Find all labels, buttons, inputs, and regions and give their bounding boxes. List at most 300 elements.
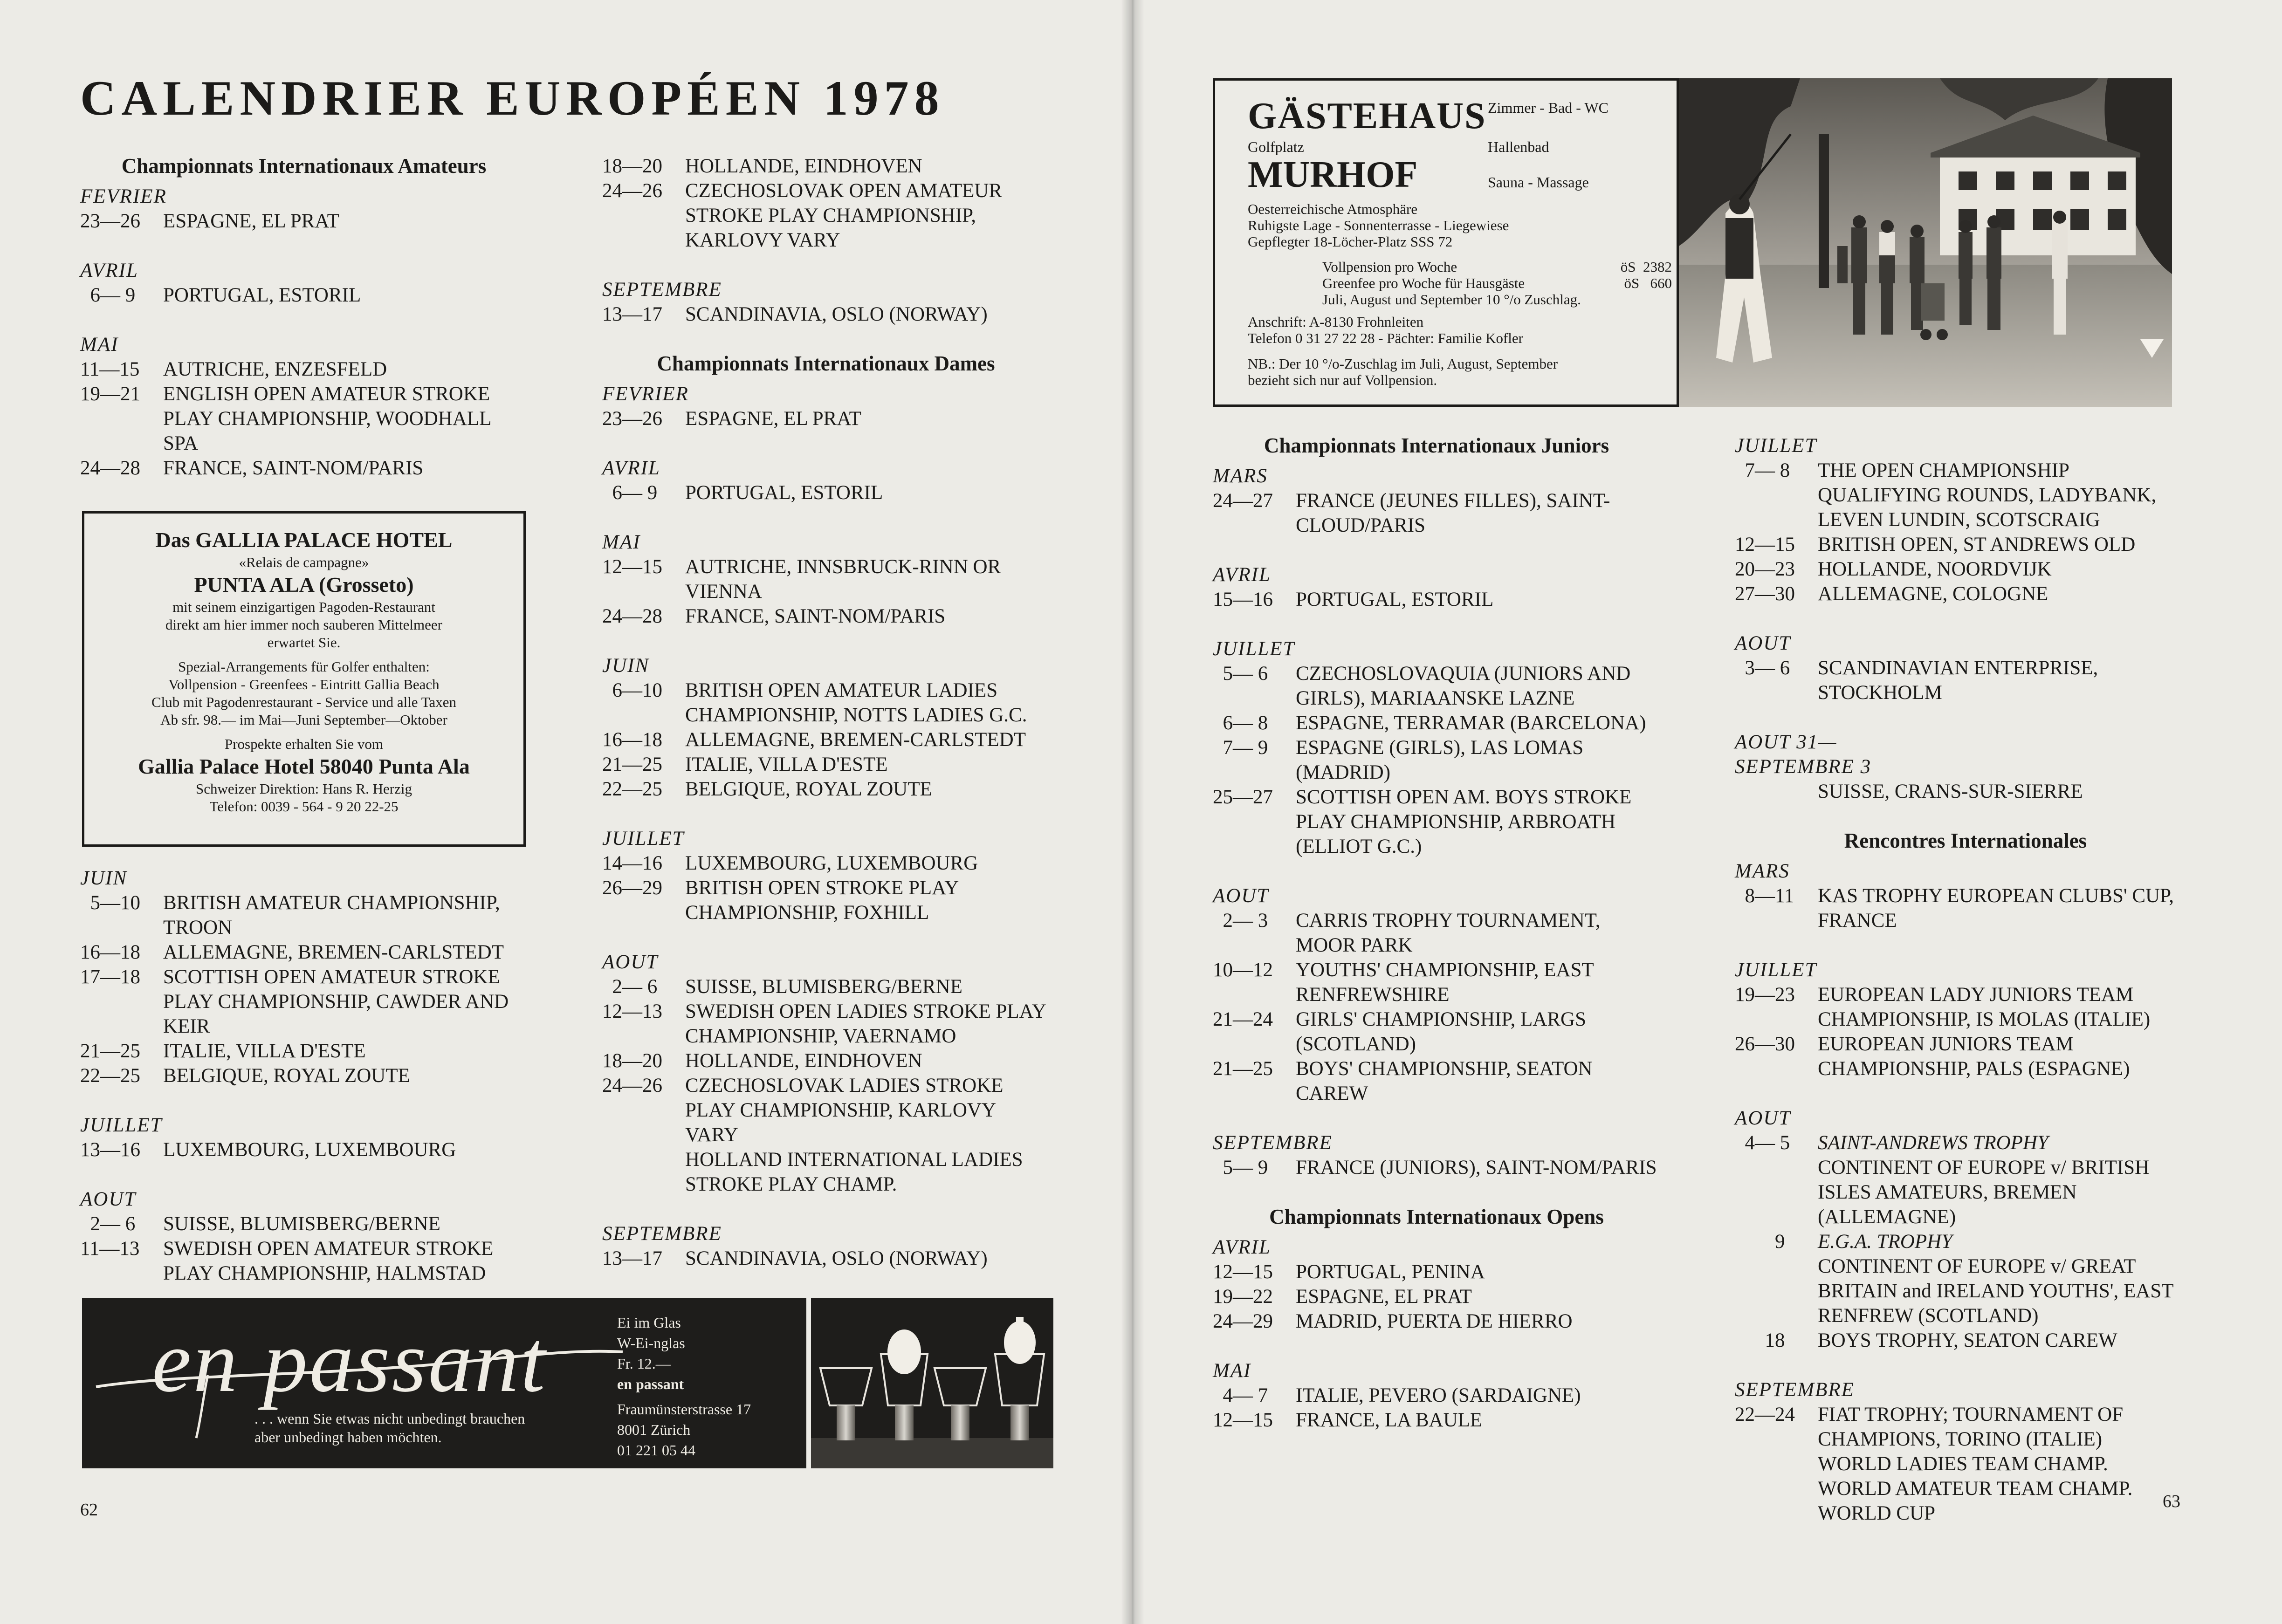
entry-event: PORTUGAL, ESTORIL <box>685 482 883 504</box>
entry-dates: 3— 6 <box>1735 657 1790 679</box>
ad-price: öS 660 <box>1624 275 1672 291</box>
calendar-list <box>1735 433 2196 804</box>
golf-scene-illustration <box>1679 78 2172 407</box>
entry-event: GIRLS' CHAMPIONSHIP, LARGS (SCOTLAND) <box>1296 1008 1586 1055</box>
entry-event: WORLD CUP <box>1818 1502 1936 1524</box>
calendar-entry <box>1213 1260 1660 1284</box>
ad-text: mit seinem einzigartigen Pagoden-Restaurant <box>172 599 435 615</box>
ad-description <box>1248 201 1509 250</box>
ad-text: 8001 Zürich <box>617 1421 691 1438</box>
entry-dates: 23—26 <box>602 408 662 430</box>
entry-event: ENGLISH OPEN AMATEUR STROKE PLAY CHAMPIONSHIP, WOODHALL SPA <box>163 383 491 454</box>
calendar-entry <box>80 382 528 456</box>
ad-text: Fraumünsterstrasse 17 <box>617 1401 751 1418</box>
month-label: AVRIL <box>80 260 138 281</box>
entry-event: ESPAGNE (GIRLS), LAS LOMAS (MADRID) <box>1296 737 1584 783</box>
calendar-entry <box>80 283 528 308</box>
ad-text: Ruhigste Lage - Sonnenterrasse - Liegewiese <box>1248 217 1509 233</box>
entry-event: FRANCE (JUNIORS), SAINT-NOM/PARIS <box>1296 1157 1657 1179</box>
month-label: MAI <box>1213 1360 1251 1382</box>
calendar-entry <box>80 940 528 965</box>
entry-dates: 4— 7 <box>1213 1384 1268 1406</box>
calendar-entry <box>80 965 528 1039</box>
entry-dates: 22—25 <box>602 778 662 800</box>
entry-dates: 16—18 <box>80 941 140 963</box>
entry-event: SWEDISH OPEN AMATEUR STROKE PLAY CHAMPIONSHIP, HALMSTAD <box>163 1238 494 1284</box>
entry-dates: 2— 6 <box>80 1213 136 1235</box>
entry-dates: 12—15 <box>1213 1409 1273 1431</box>
entry-dates: 23—26 <box>80 210 140 232</box>
book-gutter <box>1121 0 1144 1624</box>
calendar-entry <box>1213 661 1660 711</box>
calendar-entry <box>602 604 1050 629</box>
calendar-entry <box>602 480 1050 505</box>
calendar-entry <box>1213 1383 1660 1408</box>
ad-headline: Das GALLIA PALACE HOTEL <box>155 528 453 552</box>
calendar-entry <box>602 678 1050 727</box>
calendar-entry <box>1735 1402 2196 1452</box>
entry-event: ALLEMAGNE, BREMEN-CARLSTEDT <box>163 941 504 963</box>
entry-dates: 10—12 <box>1213 959 1273 981</box>
month-label: SEPTEMBRE <box>1735 1379 1855 1401</box>
golf-course-photo <box>1679 78 2172 407</box>
entry-dates: 24—28 <box>602 605 662 627</box>
entry-event: EUROPEAN LADY JUNIORS TEAM CHAMPIONSHIP, IS MOLAS (ITALIE) <box>1818 984 2151 1030</box>
entry-event: ALLEMAGNE, COLOGNE <box>1818 583 2048 605</box>
month-label: JUILLET <box>1213 638 1295 660</box>
calendar-entry <box>1213 908 1660 958</box>
ad-text: Prospekte erhalten Sie vom <box>224 736 384 752</box>
entry-event: SAINT-ANDREWS TROPHY <box>1818 1132 2048 1154</box>
entry-event: FRANCE, SAINT-NOM/PARIS <box>685 605 946 627</box>
entry-dates: 7— 8 <box>1735 459 1790 481</box>
calendar-entry <box>602 1073 1050 1147</box>
dames-column <box>602 154 1050 1271</box>
entry-event: PORTUGAL, ESTORIL <box>163 284 361 306</box>
month-label: SEPTEMBRE <box>602 279 722 301</box>
entry-event: LUXEMBOURG, LUXEMBOURG <box>163 1139 456 1161</box>
calendar-list <box>80 866 528 1286</box>
calendar-entry <box>602 851 1050 876</box>
entry-event: ESPAGNE, TERRAMAR (BARCELONA) <box>1296 712 1646 734</box>
calendar-entry <box>1735 557 2196 582</box>
entry-event: SUISSE, CRANS-SUR-SIERRE <box>1818 781 2083 802</box>
calendar-entry <box>602 752 1050 777</box>
month-label: JUILLET <box>1735 435 1817 457</box>
calendar-entry <box>1735 458 2196 532</box>
ad-product-info <box>617 1312 751 1460</box>
entry-dates: 19—23 <box>1735 984 1795 1006</box>
entry-event: LUXEMBOURG, LUXEMBOURG <box>685 852 978 874</box>
entry-event: ITALIE, VILLA D'ESTE <box>163 1040 366 1062</box>
calendar-entry <box>602 406 1050 431</box>
entry-dates: 11—15 <box>80 358 140 380</box>
ad-feature: Hallenbad <box>1488 138 1549 155</box>
ad-text: Gepflegter 18-Löcher-Platz SSS 72 <box>1248 233 1453 250</box>
entry-dates <box>1735 1254 1818 1328</box>
ad-text: Spezial-Arrangements für Golfer enthalten: <box>178 658 430 675</box>
calendar-entry <box>1213 785 1660 859</box>
ad-text: direkt am hier immer noch sauberen Mittelmeer <box>165 617 442 633</box>
entry-dates: 8—11 <box>1735 885 1794 907</box>
ad-text: Anschrift: A-8130 Frohnleiten <box>1248 314 1424 330</box>
entry-event: HOLLAND INTERNATIONAL LADIES STROKE PLAY CHAMP. <box>685 1149 1023 1195</box>
entry-dates: 12—13 <box>602 1000 662 1022</box>
entry-event: HOLLANDE, EINDHOVEN <box>685 1050 922 1072</box>
calendar-entry <box>1735 1131 2196 1155</box>
entry-event: ESPAGNE, EL PRAT <box>1296 1286 1472 1308</box>
calendar-entry <box>602 974 1050 999</box>
month-label: AOUT 31— <box>1735 731 1837 753</box>
gastehaus-murhof-ad <box>1213 78 1679 407</box>
entry-event: CZECHOSLOVAK LADIES STROKE PLAY CHAMPIONSHIP, KARLOVY VARY <box>685 1075 1004 1146</box>
section-heading: Championnats Internationaux Opens <box>1269 1205 1604 1228</box>
entry-event: WORLD LADIES TEAM CHAMP. <box>1818 1453 2108 1475</box>
calendar-entry <box>1735 1452 2196 1476</box>
ad-text: «Relais de campagne» <box>239 554 369 570</box>
ad-headline: PUNTA ALA (Grosseto) <box>194 573 414 596</box>
entry-dates: 18—20 <box>602 155 662 177</box>
entry-event: SCOTTISH OPEN AMATEUR STROKE PLAY CHAMPIONSHIP, CAWDER AND KEIR <box>163 966 509 1037</box>
page-title: CALENDRIER EUROPÉEN 1978 <box>80 71 945 125</box>
calendar-entry <box>1213 587 1660 612</box>
calendar-entry <box>1213 1309 1660 1334</box>
en-passant-ad <box>82 1298 806 1468</box>
amateurs-column <box>80 154 528 480</box>
entry-dates: 24—28 <box>80 457 140 479</box>
calendar-entry <box>1213 1408 1660 1432</box>
calendar-list <box>1213 464 1660 1180</box>
entry-event: BRITISH AMATEUR CHAMPIONSHIP, TROON <box>163 892 500 939</box>
entry-dates: 4— 5 <box>1735 1132 1790 1154</box>
entry-event: HOLLANDE, EINDHOVEN <box>685 155 922 177</box>
ad-text: erwartet Sie. <box>267 634 341 651</box>
entry-dates: 25—27 <box>1213 786 1273 808</box>
entry-dates: 24—29 <box>1213 1310 1273 1332</box>
entry-dates: 21—25 <box>1213 1058 1273 1080</box>
entry-dates: 6—10 <box>602 679 662 701</box>
section-heading: Championnats Internationaux Dames <box>657 352 995 375</box>
entry-event: FIAT TROPHY; TOURNAMENT OF CHAMPIONS, TORINO (ITALIE) <box>1818 1404 2124 1450</box>
month-label: MARS <box>1735 860 1790 882</box>
entry-dates: 21—24 <box>1213 1008 1273 1030</box>
entry-dates: 6— 9 <box>602 482 658 504</box>
entry-event: SCOTTISH OPEN AM. BOYS STROKE PLAY CHAMPIONSHIP, ARBROATH (ELLIOT G.C.) <box>1296 786 1632 857</box>
calendar-entry <box>602 1147 1050 1197</box>
month-label: MARS <box>1213 465 1268 487</box>
entry-dates: 18—20 <box>602 1050 662 1072</box>
entry-event: SWEDISH OPEN LADIES STROKE PLAY CHAMPIONSHIP, VAERNAMO <box>685 1000 1046 1047</box>
entry-event: EUROPEAN JUNIORS TEAM CHAMPIONSHIP, PALS (ESPAGNE) <box>1818 1033 2130 1080</box>
calendar-entry <box>80 456 528 480</box>
entry-dates: 19—22 <box>1213 1286 1273 1308</box>
calendar-entry <box>1213 1155 1660 1180</box>
entry-event: AUTRICHE, ENZESFELD <box>163 358 387 380</box>
calendar-entry <box>1213 1284 1660 1309</box>
ad-text: Telefon: 0039 - 564 - 9 20 22-25 <box>209 798 399 815</box>
page-number: 63 <box>2163 1492 2180 1511</box>
entry-event: SCANDINAVIAN ENTERPRISE, STOCKHOLM <box>1818 657 2098 704</box>
entry-dates: 20—23 <box>1735 558 1795 580</box>
entry-event: FRANCE, SAINT-NOM/PARIS <box>163 457 424 479</box>
calendar-entry <box>80 891 528 940</box>
ad-text: Vollpension pro Woche <box>1322 259 1457 275</box>
ad-text: Vollpension - Greenfees - Eintritt Gallia Beach <box>168 676 440 692</box>
entry-event: HOLLANDE, NOORDVIJK <box>1818 558 2052 580</box>
entry-dates: 9 <box>1735 1231 1785 1253</box>
entry-event: SCANDINAVIA, OSLO (NORWAY) <box>685 303 988 325</box>
month-label: SEPTEMBRE <box>602 1223 722 1245</box>
calendar-entry <box>80 209 528 233</box>
entry-dates: 2— 3 <box>1213 910 1268 932</box>
ad-text: Ei im Glas <box>617 1314 681 1331</box>
ad-text: W-Ei-nglas <box>617 1335 685 1351</box>
calendar-entry <box>602 555 1050 604</box>
ad-address <box>1248 314 1523 346</box>
calendar-entry <box>602 1246 1050 1271</box>
juniors-column <box>1213 433 1660 1432</box>
entry-dates: 7— 9 <box>1213 737 1268 759</box>
ad-text: Juli, August und September 10 °/o Zuschlag. <box>1322 291 1581 308</box>
entry-dates: 27—30 <box>1735 583 1795 605</box>
entry-dates: 17—18 <box>80 966 140 988</box>
entry-dates: 2— 6 <box>602 976 658 998</box>
calendar-entry <box>1735 1501 2196 1526</box>
calendar-list <box>602 277 1050 327</box>
entry-dates: 26—29 <box>602 877 662 899</box>
ad-text: Club mit Pagodenrestaurant - Service und alle Taxen <box>151 694 457 710</box>
right-page <box>1133 0 2282 1624</box>
calendar-entry <box>80 1236 528 1286</box>
ad-text: NB.: Der 10 °/o-Zuschlag im Juli, August, September <box>1248 356 1558 372</box>
ad-text: 01 221 05 44 <box>617 1442 695 1459</box>
calendar-entry <box>602 876 1050 925</box>
ad-text: bezieht sich nur auf Vollpension. <box>1248 372 1437 388</box>
ad-text: Ab sfr. 98.— im Mai—Juni September—Oktober <box>160 712 447 728</box>
ad-text: Greenfee pro Woche für Hausgäste <box>1322 275 1525 291</box>
calendar-entry <box>80 1212 528 1236</box>
entry-event: WORLD AMATEUR TEAM CHAMP. <box>1818 1478 2133 1500</box>
ad-headline: GÄSTEHAUS <box>1248 96 1486 137</box>
entry-event: MADRID, PUERTA DE HIERRO <box>1296 1310 1573 1332</box>
entry-dates <box>1735 1155 1818 1229</box>
entry-dates: 22—25 <box>80 1065 140 1087</box>
entry-dates: 5—10 <box>80 892 140 914</box>
calendar-entry <box>602 727 1050 752</box>
entry-dates <box>1735 1501 1818 1526</box>
calendar-entry <box>1213 488 1660 538</box>
month-label: AOUT <box>1735 632 1791 654</box>
entry-dates: 15—16 <box>1213 589 1273 610</box>
entry-dates: 21—25 <box>602 754 662 775</box>
entry-dates: 12—15 <box>1735 534 1795 555</box>
entry-event: BOYS' CHAMPIONSHIP, SEATON CAREW <box>1296 1058 1593 1104</box>
amateurs-column-continued <box>80 866 528 1286</box>
calendar-entry <box>1735 532 2196 557</box>
calendar-entry <box>80 1039 528 1063</box>
entry-dates: 24—27 <box>1213 490 1273 512</box>
left-page <box>0 0 1133 1624</box>
entry-event: SUISSE, BLUMISBERG/BERNE <box>163 1213 440 1235</box>
entry-dates: 12—15 <box>1213 1261 1273 1283</box>
entry-event: ESPAGNE, EL PRAT <box>163 210 339 232</box>
calendar-entry <box>1735 1229 2196 1254</box>
calendar-entry <box>80 1063 528 1088</box>
calendar-entry <box>1213 711 1660 735</box>
entry-event: BRITISH OPEN AMATEUR LADIES CHAMPIONSHIP, NOTTS LADIES G.C. <box>685 679 1027 726</box>
entry-dates: 18 <box>1735 1329 1785 1351</box>
entry-event: KAS TROPHY EUROPEAN CLUBS' CUP, FRANCE <box>1818 885 2174 932</box>
entry-event: CZECHOSLOVAQUIA (JUNIORS AND GIRLS), MARIAANSKE LAZNE <box>1296 663 1631 709</box>
ad-headline: Gallia Palace Hotel 58040 Punta Ala <box>138 754 470 778</box>
entry-dates: 6— 8 <box>1213 712 1268 734</box>
entry-event: BELGIQUE, ROYAL ZOUTE <box>685 778 932 800</box>
entry-event: BRITISH OPEN, ST ANDREWS OLD <box>1818 534 2136 555</box>
entry-dates: 24—26 <box>602 180 662 202</box>
ad-text: Oesterreichische Atmosphäre <box>1248 201 1418 217</box>
calendar-entry <box>1213 1056 1660 1106</box>
ad-prices <box>1322 259 1672 308</box>
entry-event: AUTRICHE, INNSBRUCK-RINN OR VIENNA <box>685 556 1001 603</box>
month-label: SEPTEMBRE 3 <box>1735 756 1872 778</box>
entry-dates: 19—21 <box>80 383 140 405</box>
opens-rencontres-column <box>1735 433 2196 1526</box>
month-label: AOUT <box>80 1188 137 1210</box>
month-label: AVRIL <box>1213 1236 1271 1258</box>
egg-glasses-photo <box>811 1298 1053 1468</box>
entry-event: CONTINENT OF EUROPE v/ GREAT BRITAIN and IRELAND YOUTHS', EAST RENFREW (SCOTLAND) <box>1818 1255 2173 1327</box>
entry-dates: 16—18 <box>602 729 662 751</box>
entry-dates: 22—24 <box>1735 1404 1795 1425</box>
calendar-list <box>1735 859 2196 1526</box>
calendar-entry <box>602 1048 1050 1073</box>
entry-event: ESPAGNE, EL PRAT <box>685 408 861 430</box>
entry-event: PORTUGAL, ESTORIL <box>1296 589 1494 610</box>
calendar-entry <box>1735 1155 2196 1229</box>
month-label: JUILLET <box>80 1114 163 1136</box>
calendar-list <box>602 382 1050 1271</box>
calendar-entry <box>602 178 1050 253</box>
entry-dates <box>602 1147 685 1197</box>
ad-text: Telefon 0 31 27 22 28 - Pächter: Familie Kofler <box>1248 330 1523 346</box>
month-label: MAI <box>602 531 641 553</box>
month-label: AOUT <box>1735 1107 1791 1129</box>
entry-dates: 26—30 <box>1735 1033 1795 1055</box>
section-heading: Championnats Internationaux Amateurs <box>121 154 487 178</box>
entry-event: CONTINENT OF EUROPE v/ BRITISH ISLES AMATEURS, BREMEN (ALLEMAGNE) <box>1818 1157 2150 1228</box>
entry-event: BOYS TROPHY, SEATON CAREW <box>1818 1329 2117 1351</box>
month-label: AOUT <box>1213 885 1269 907</box>
calendar-entry <box>602 154 1050 178</box>
entry-dates: 21—25 <box>80 1040 140 1062</box>
entry-dates: 5— 6 <box>1213 663 1268 685</box>
ad-text: Golfplatz <box>1248 138 1304 155</box>
entry-event: CZECHOSLOVAK OPEN AMATEUR STROKE PLAY CHAMPIONSHIP, KARLOVY VARY <box>685 180 1003 251</box>
entry-event: ITALIE, VILLA D'ESTE <box>685 754 888 775</box>
month-label: JUILLET <box>1735 959 1817 981</box>
calendar-entry <box>1735 1476 2196 1501</box>
entry-event: THE OPEN CHAMPIONSHIP QUALIFYING ROUNDS, LADYBANK, LEVEN LUNDIN, SCOTSCRAIG <box>1818 459 2157 531</box>
calendar-entry <box>1213 735 1660 785</box>
section-heading: Championnats Internationaux Juniors <box>1264 434 1609 457</box>
entry-dates: 13—17 <box>602 1247 662 1269</box>
month-label: JUIN <box>602 655 650 677</box>
entry-event: YOUTHS' CHAMPIONSHIP, EAST RENFREWSHIRE <box>1296 959 1594 1006</box>
calendar-entry <box>1213 958 1660 1007</box>
page-number: 62 <box>80 1500 98 1520</box>
entry-dates: 13—16 <box>80 1139 140 1161</box>
calendar-list <box>602 154 1050 253</box>
ad-headline: MURHOF <box>1248 154 1418 195</box>
month-label: AOUT <box>602 951 659 973</box>
calendar-entry <box>80 357 528 382</box>
calendar-entry <box>1735 582 2196 606</box>
entry-event: PORTUGAL, PENINA <box>1296 1261 1485 1283</box>
ad-text: aber unbedingt haben möchten. <box>254 1429 442 1446</box>
month-label: AVRIL <box>602 457 660 479</box>
ad-text: Schweizer Direktion: Hans R. Herzig <box>195 781 412 797</box>
ad-feature: Sauna - Massage <box>1488 174 1589 191</box>
ad-price: öS 2382 <box>1620 259 1672 275</box>
month-label: SEPTEMBRE <box>1213 1132 1333 1154</box>
calendar-entry <box>602 302 1050 327</box>
month-label: FEVRIER <box>602 383 689 405</box>
calendar-entry <box>1735 779 2196 804</box>
calendar-entry <box>1213 1007 1660 1056</box>
ad-text: . . . wenn Sie etwas nicht unbedingt brauchen <box>254 1410 525 1427</box>
calendar-entry <box>1735 656 2196 705</box>
entry-event: SCANDINAVIA, OSLO (NORWAY) <box>685 1247 988 1269</box>
entry-event: FRANCE, LA BAULE <box>1296 1409 1483 1431</box>
section-heading: Rencontres Internationales <box>1844 829 2087 852</box>
calendar-entry <box>1735 884 2196 933</box>
month-label: JUIN <box>80 867 128 889</box>
ad-text: en passant <box>617 1376 684 1392</box>
calendar-entry <box>1735 1254 2196 1328</box>
entry-event: ALLEMAGNE, BREMEN-CARLSTEDT <box>685 729 1026 751</box>
month-label: FEVRIER <box>80 185 167 207</box>
entry-event: BRITISH OPEN STROKE PLAY CHAMPIONSHIP, FOXHILL <box>685 877 958 924</box>
ad-feature: Zimmer - Bad - WC <box>1488 99 1608 116</box>
entry-dates: 11—13 <box>80 1238 140 1260</box>
entry-event: E.G.A. TROPHY <box>1818 1231 1953 1253</box>
calendar-list <box>1213 1235 1660 1432</box>
entry-dates: 12—15 <box>602 556 662 578</box>
month-label: MAI <box>80 334 119 356</box>
entry-dates <box>1735 779 1818 804</box>
entry-event: ITALIE, PEVERO (SARDAIGNE) <box>1296 1384 1581 1406</box>
gallia-palace-ad <box>82 511 526 847</box>
entry-dates <box>1735 1476 1818 1501</box>
entry-dates: 24—26 <box>602 1075 662 1096</box>
calendar-entry <box>602 999 1050 1048</box>
ad-tagline <box>254 1409 525 1446</box>
entry-event: SUISSE, BLUMISBERG/BERNE <box>685 976 962 998</box>
entry-event: FRANCE (JEUNES FILLES), SAINT-CLOUD/PARIS <box>1296 490 1610 536</box>
ad-text: Fr. 12.— <box>617 1355 671 1372</box>
calendar-list <box>80 184 528 480</box>
entry-dates: 6— 9 <box>80 284 136 306</box>
en-passant-logo: en passant <box>152 1313 547 1411</box>
ad-note <box>1248 356 1558 388</box>
month-label: AVRIL <box>1213 564 1271 586</box>
entry-dates: 13—17 <box>602 303 662 325</box>
calendar-entry <box>1735 982 2196 1032</box>
calendar-entry <box>80 1137 528 1162</box>
calendar-entry <box>1735 1328 2196 1353</box>
entry-dates <box>1735 1452 1818 1476</box>
entry-dates: 14—16 <box>602 852 662 874</box>
